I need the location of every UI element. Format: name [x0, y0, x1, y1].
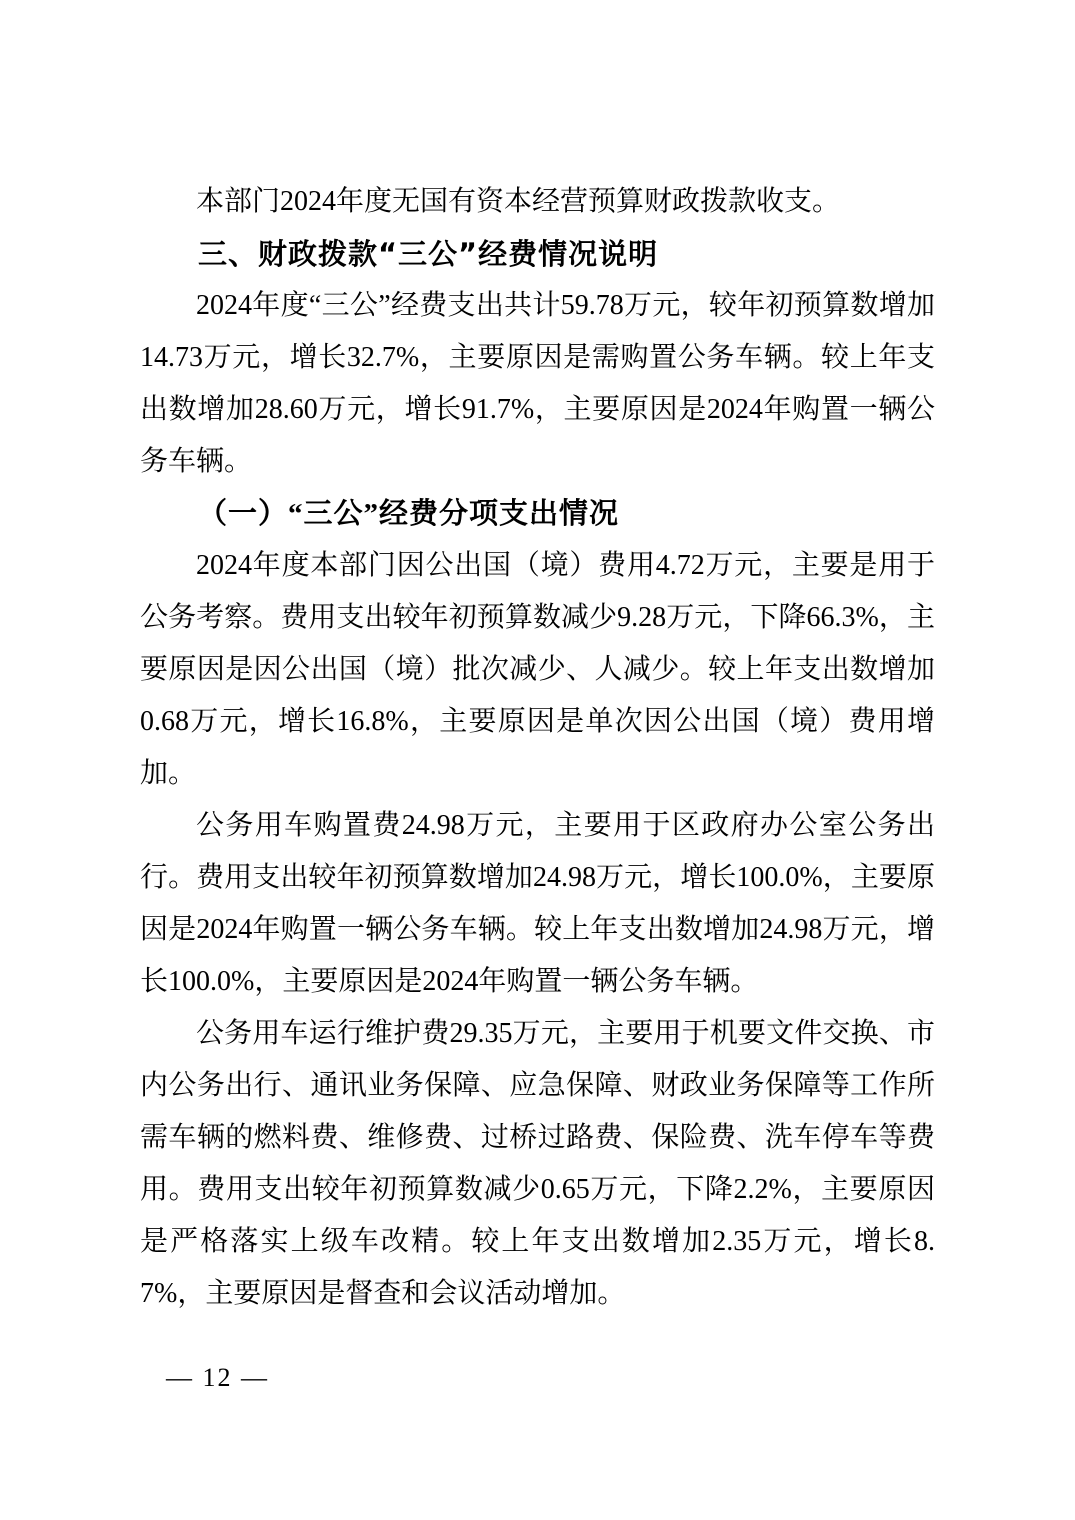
paragraph-total-three-public-expense: 2024年度“三公”经费支出共计59.78万元，较年初预算数增加14.73万元，增长32.7%，主要原因是需购置公务车辆。较上年支出数增加28.60万元，增长91.7%，主要原因是2024年购置一辆公务车辆。: [140, 290, 935, 477]
section-heading-three-public-funds: 三、财政拨款“三公”经费情况说明: [198, 237, 659, 271]
paragraph-vehicle-purchase-expense: 公务用车购置费24.98万元，主要用于区政府办公室公务出行。费用支出较年初预算数增加24.98万元，增长100.0%，主要原因是2024年购置一辆公务车辆。较上年支出数增加24.98万元，增长100.0%，主要原因是2024年购置一辆公务车辆。: [140, 810, 935, 997]
paragraph-vehicle-maintenance-expense: 公务用车运行维护费29.35万元，主要用于机要文件交换、市内公务出行、通讯业务保障、应急保障、财政业务保障等工作所需车辆的燃料费、维修费、过桥过路费、保险费、洗车停车等费用。费用支出较年初预算数减少0.65万元，下降2.2%，主要原因是严格落实上级车改精。较上年支出数增加2.35万元，增长8.7%，主要原因是督查和会议活动增加。: [140, 1018, 935, 1309]
subsection-heading-itemized-expense: （一）“三公”经费分项支出情况: [198, 498, 620, 530]
page-number: — 12 —: [166, 1363, 269, 1392]
paragraph-overseas-travel-expense: 2024年度本部门因公出国（境）费用4.72万元，主要是用于公务考察。费用支出较年初预算数减少9.28万元，下降66.3%，主要原因是因公出国（境）批次减少、人减少。较上年支出数增加0.68万元，增长16.8%，主要原因是单次因公出国（境）费用增加。: [140, 550, 935, 789]
paragraph-no-state-capital-budget: 本部门2024年度无国有资本经营预算财政拨款收支。: [196, 186, 841, 217]
